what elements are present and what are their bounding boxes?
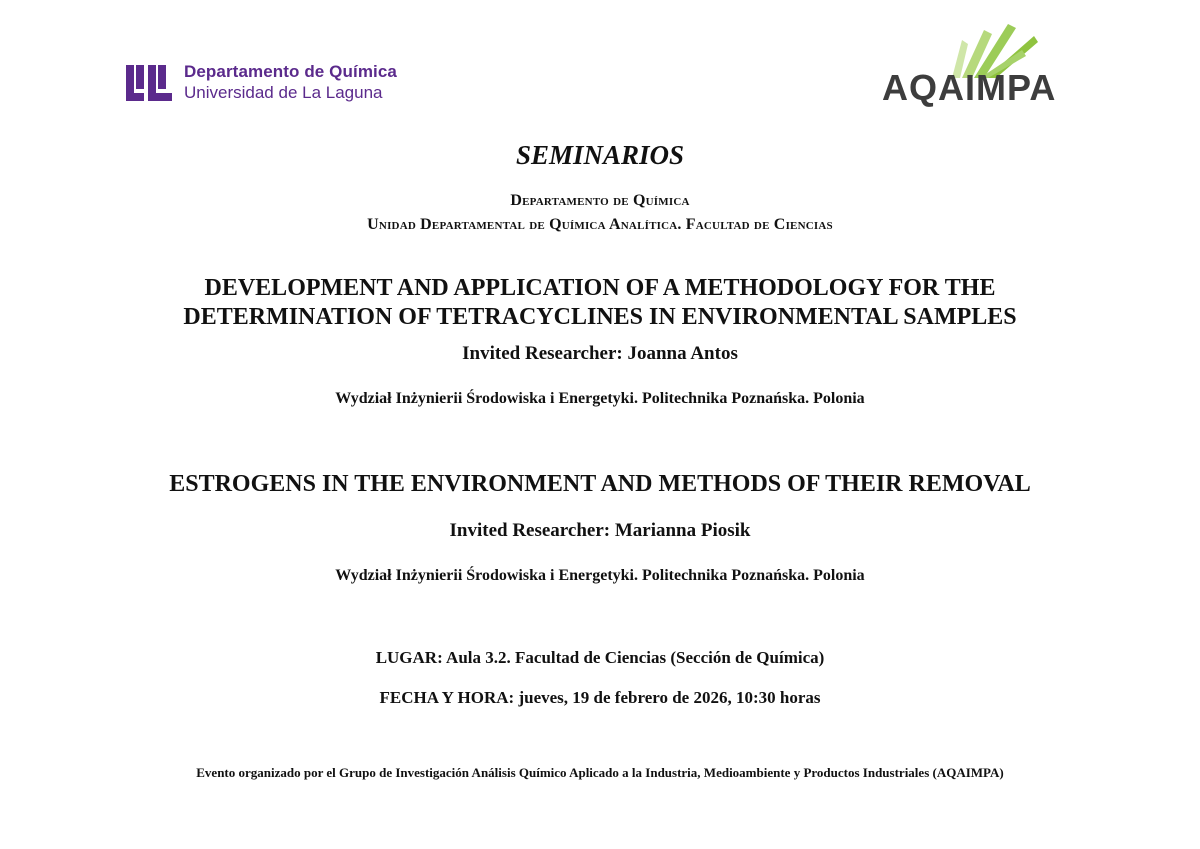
ull-logo [124, 62, 397, 104]
talk-2-researcher: Invited Researcher: Marianna Piosik [449, 520, 751, 541]
talk-1-title-line2: DETERMINATION OF TETRACYCLINES IN ENVIRONMENTAL SAMPLES [183, 304, 1017, 330]
page-title: SEMINARIOS [515, 140, 685, 170]
department-line: Departamento de Química [510, 192, 690, 209]
unit-line: Unidad Departamental de Química Analítica. Facultad de Ciencias [367, 216, 833, 233]
event-date-time: FECHA Y HORA: jueves, 19 de febrero de 2026, 10:30 horas [379, 688, 821, 707]
ull-logo-line2: Universidad de La Laguna [184, 83, 383, 102]
talk-1-title-line1: DEVELOPMENT AND APPLICATION OF A METHODOLOGY FOR THE [204, 275, 996, 301]
talk-1-title [0, 274, 1200, 332]
ull-logo-text [184, 63, 397, 102]
ull-logo-line1: Departamento de Química [184, 62, 397, 82]
event-location: LUGAR: Aula 3.2. Facultad de Ciencias (Sección de Química) [375, 648, 825, 667]
aqaimpa-logo-text: AQAIMPA [882, 67, 1057, 108]
talk-1-researcher: Invited Researcher: Joanna Antos [462, 343, 738, 364]
talk-2-title: ESTROGENS IN THE ENVIRONMENT AND METHODS OF THEIR REMOVAL [169, 471, 1031, 497]
organizer-footer: Evento organizado por el Grupo de Investigación Análisis Químico Aplicado a la Industria, Medioambiente y Productos Industriales (AQAIMPA) [196, 765, 1004, 780]
ull-logo-icon [124, 63, 174, 103]
aqaimpa-logo [882, 20, 1067, 106]
talk-1-affiliation: Wydział Inżynierii Środowiska i Energetyki. Politechnika Poznańska. Polonia [335, 390, 865, 407]
talk-2-affiliation: Wydział Inżynierii Środowiska i Energetyki. Politechnika Poznańska. Polonia [335, 567, 865, 584]
